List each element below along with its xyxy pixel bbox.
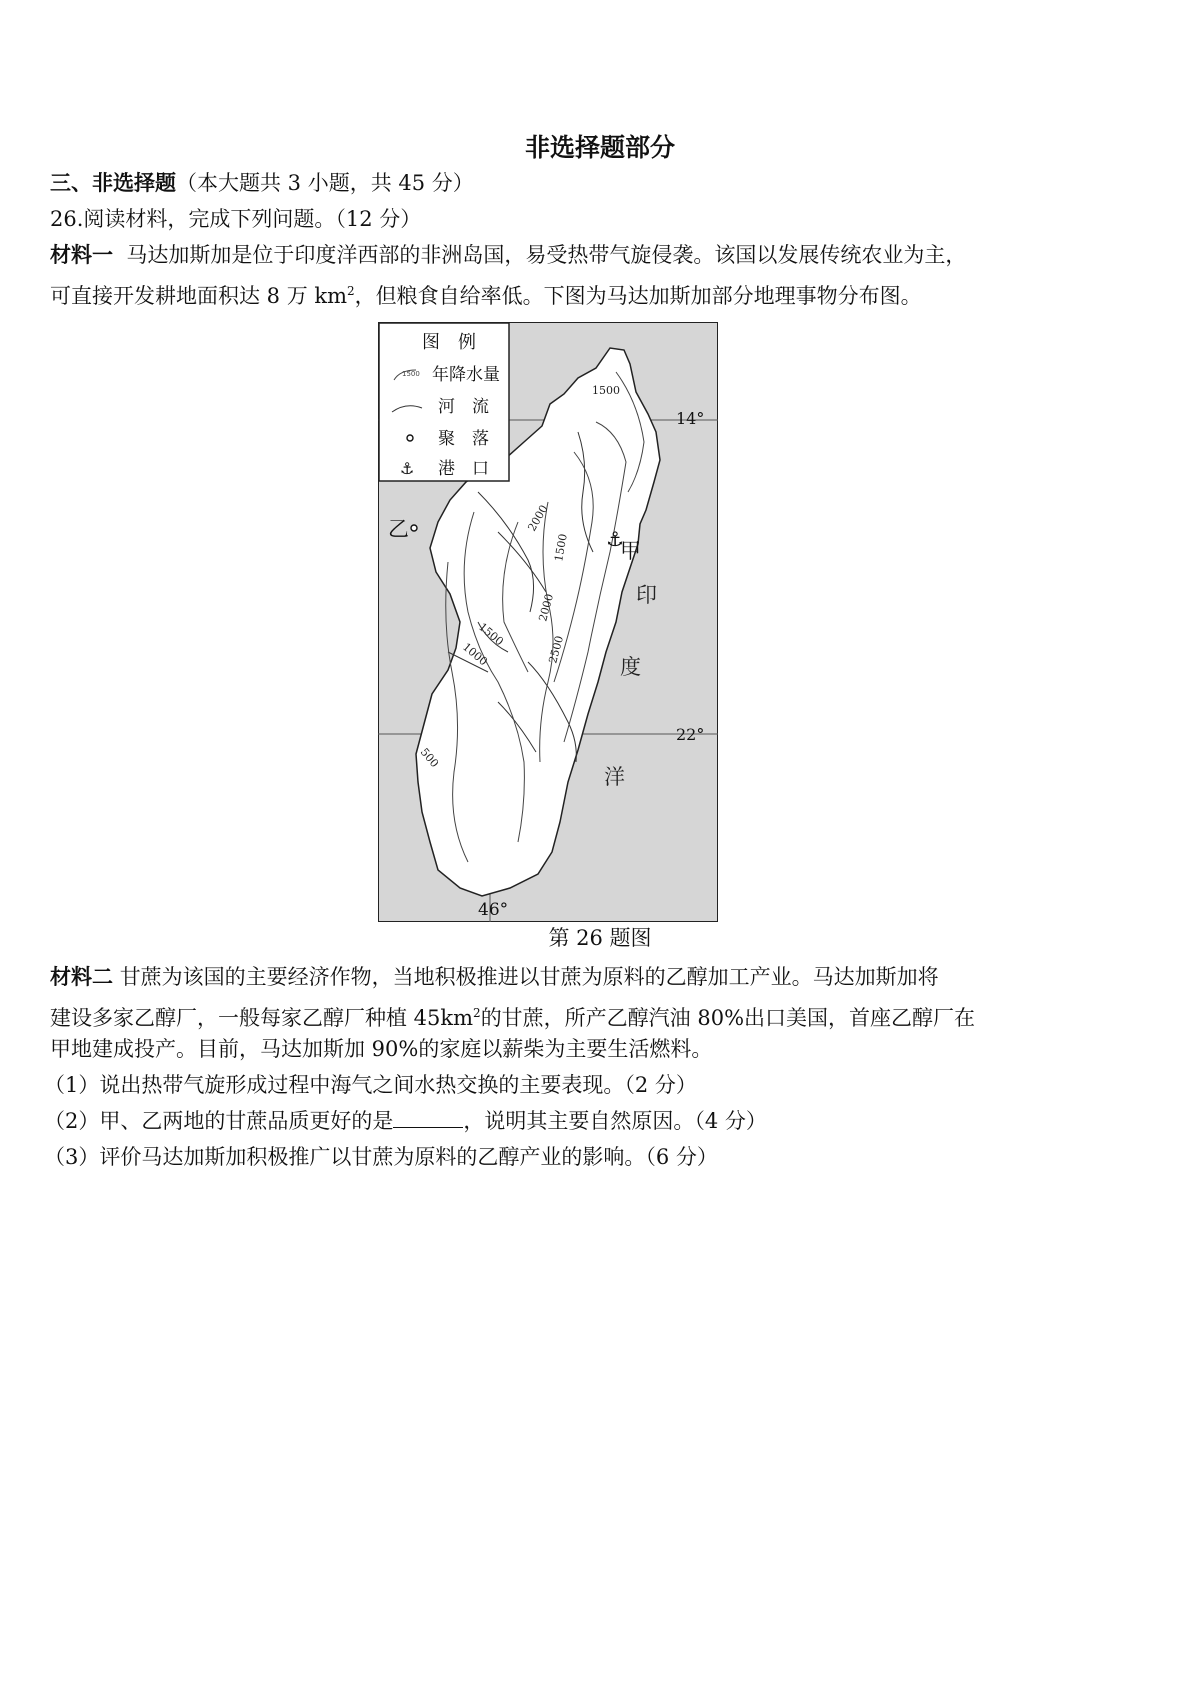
sub-question-1: （1）说出热带气旋形成过程中海气之间水热交换的主要表现。（2 分）: [44, 1073, 697, 1097]
material2-text-2b: 的甘蔗，所产乙醇汽油 80%出口美国，首座乙醇厂在: [480, 1006, 976, 1030]
material1-line2: [50, 276, 922, 311]
material2-line2: [50, 998, 975, 1033]
place-yi-label: 乙: [388, 517, 409, 541]
lon-label-46: 46°: [478, 900, 509, 920]
legend-anchor-icon: ⚓: [400, 459, 415, 478]
material1-text-1: 马达加斯加是位于印度洋西部的非洲岛国，易受热带气旋侵袭。该国以发展传统农业为主，: [126, 243, 967, 267]
material2-text-2a: 建设多家乙醇厂，一般每家乙醇厂种植 45km: [50, 1006, 474, 1030]
material2-text-1: 甘蔗为该国的主要经济作物，当地积极推进以甘蔗为原料的乙醇加工产业。马达加斯加将: [119, 965, 939, 989]
legend-item-settlement: 聚 落: [438, 429, 489, 449]
isoline-label-1500b: 1500: [552, 532, 570, 563]
part-header: [50, 168, 474, 198]
ocean-char-3: 洋: [604, 765, 625, 789]
material1-text-2b: ，但粮食自给率低。下图为马达加斯加部分地理事物分布图。: [354, 284, 922, 308]
question-heading: 26.阅读材料，完成下列问题。（12 分）: [50, 207, 422, 231]
legend-isoline-sample-label: 1500: [402, 370, 420, 378]
sub-question-2: [44, 1106, 767, 1136]
place-jia-label: 甲: [620, 539, 641, 563]
madagascar-map: [378, 322, 718, 922]
material1-sup: 2: [347, 284, 355, 298]
legend-item-port: 港 口: [438, 459, 489, 479]
isoline-label-1500c: 1500: [476, 620, 506, 649]
sub-question-3: （3）评价马达加斯加积极推广以甘蔗为原料的乙醇产业的影响。（6 分）: [44, 1145, 718, 1169]
material2-label: 材料二: [50, 965, 113, 989]
part-header-label: 三、非选择题: [50, 171, 176, 195]
material1-line1: [50, 240, 966, 270]
lat-label-14: 14°: [676, 409, 705, 428]
material1-label: 材料一: [50, 243, 113, 267]
isoline-label-1000: 1000: [460, 640, 490, 669]
ocean-char-2: 度: [620, 655, 641, 679]
answer-blank[interactable]: [393, 1107, 463, 1128]
ocean-char-1: 印: [636, 583, 657, 607]
sub-question-2-pre: （2）甲、乙两地的甘蔗品质更好的是: [44, 1109, 394, 1133]
sub-question-2-post: ，说明其主要自然原因。（4 分）: [463, 1109, 767, 1133]
material1-text-2a: 可直接开发耕地面积达 8 万 km: [50, 284, 348, 308]
material2-line1: [50, 962, 939, 992]
legend-settlement-icon: [407, 435, 413, 441]
material2-line3: 甲地建成投产。目前，马达加斯加 90%的家庭以薪柴为主要生活燃料。: [50, 1037, 713, 1061]
isoline-label-2000b: 2000: [536, 592, 557, 623]
isoline-label-1500a: 1500: [592, 384, 620, 397]
figure-caption: 第 26 题图: [548, 926, 652, 950]
settlement-yi-marker: [411, 525, 417, 531]
part-header-note: （本大题共 3 小题，共 45 分）: [176, 171, 474, 195]
anchor-icon: ⚓: [606, 527, 624, 551]
section-title: 非选择题部分: [524, 133, 675, 162]
material2-sup: 2: [473, 1006, 481, 1020]
legend: [379, 323, 509, 481]
legend-title: 图 例: [422, 332, 476, 353]
isoline-label-2500: 2500: [546, 634, 567, 665]
isoline-label-2000a: 2000: [525, 502, 551, 534]
lat-label-22: 22°: [676, 725, 705, 744]
legend-item-precip: 年降水量: [432, 365, 500, 385]
legend-item-river: 河 流: [438, 397, 489, 417]
isoline-label-500: 500: [417, 745, 442, 771]
